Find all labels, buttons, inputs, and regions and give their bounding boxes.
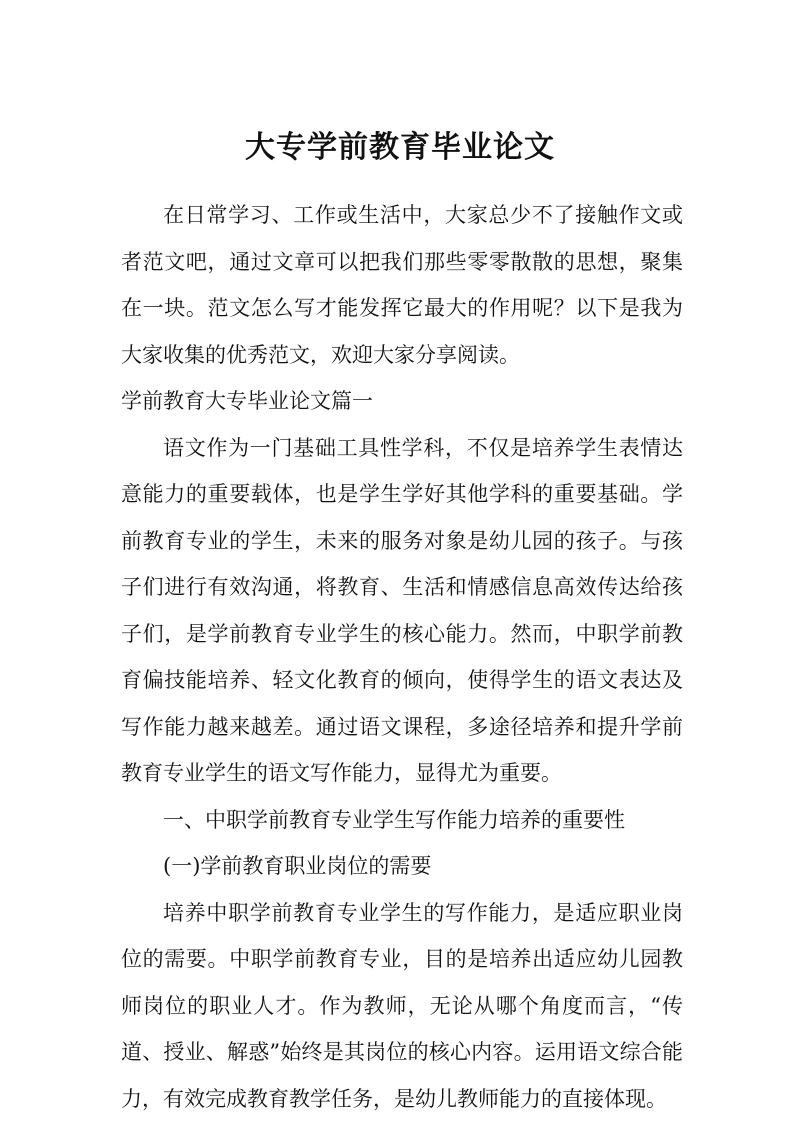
subsection-heading: (一)学前教育职业岗位的需要: [163, 854, 432, 878]
document-title: 大专学前教育毕业论文: [245, 130, 555, 165]
subsection-heading: 一、中职学前教育专业学生写作能力培养的重要性: [163, 807, 625, 832]
intro-paragraph: 在日常学习、工作或生活中，大家总少不了接触作文或者范文吧，通过文章可以把我们那些零零散散的思想，聚集在一块。范文怎么写才能发挥它最大的作用呢？以下是我为大家收集的优秀范文，欢迎大家分享阅读。: [121, 203, 683, 367]
body-paragraph: 培养中职学前教育专业学生的写作能力，是适应职业岗位的需要。中职学前教育专业，目的是培养出适应幼儿园教师岗位的职业人才。作为教师，无论从哪个角度而言，“传道、授业、解惑”始终是其岗位的核心内容。运用语文综合能力，有效完成教育教学任务，是幼儿教师能力的直接体现。: [121, 900, 683, 1111]
document-body: [121, 192, 683, 1122]
body-paragraph: 语文作为一门基础工具性学科，不仅是培养学生表情达意能力的重要载体，也是学生学好其他学科的重要基础。学前教育专业的学生，未来的服务对象是幼儿园的孩子。与孩子们进行有效沟通，将教育、生活和情感信息高效传达给孩子们，是学前教育专业学生的核心能力。然而，中职学前教育偏技能培养、轻文化教育的倾向，使得学生的语文表达及写作能力越来越差。通过语文课程，多途径培养和提升学前教育专业学生的语文写作能力，显得尤为重要。: [121, 435, 683, 785]
section-heading: 学前教育大专毕业论文篇一: [121, 389, 373, 413]
